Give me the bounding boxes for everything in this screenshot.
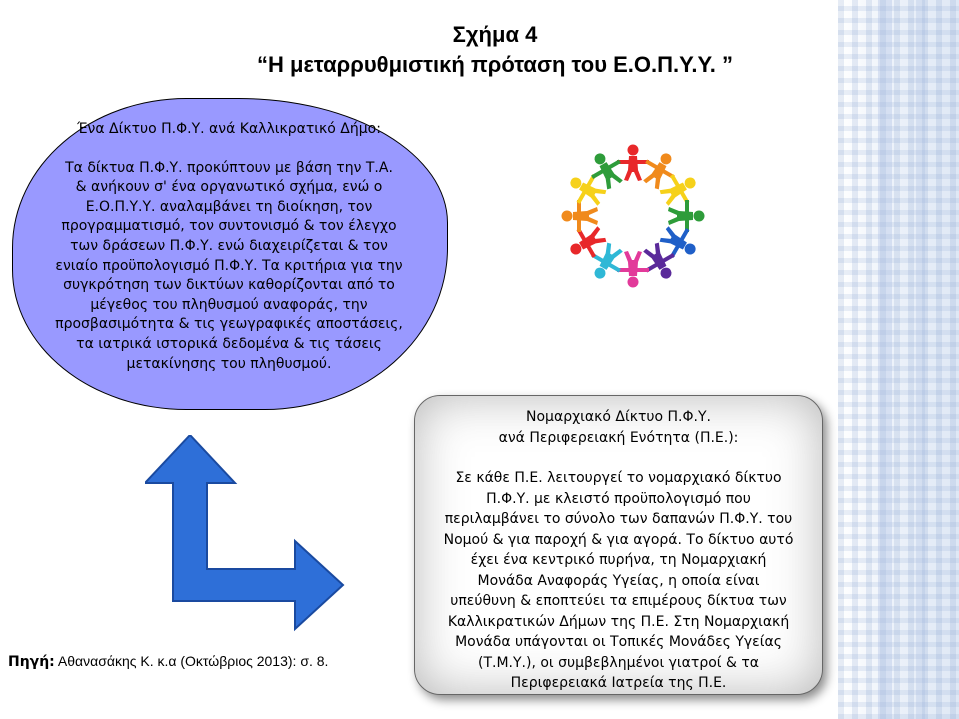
right-box-heading — [415, 407, 822, 448]
right-box-body — [415, 468, 822, 694]
left-box-line: προσβασιμότητα & τις γεωγραφικές αποστάσεις, — [55, 316, 403, 333]
left-box-line: προγραμματισμό, τον συντονισμό & τον έλεγχο — [61, 218, 397, 235]
slide-heading — [150, 20, 840, 80]
source-text: Αθανασάκης Κ. κ.α (Οκτώβριος 2013): σ. 8. — [54, 653, 329, 669]
right-box-line: Μονάδα Αναφοράς Υγείας, η οποία είναι — [477, 572, 760, 589]
left-box-line: Τα δίκτυα Π.Φ.Υ. προκύπτουν με βάση την Τ.Α. — [65, 159, 393, 176]
right-box-line: υπεύθυνη & εποπτεύει τα επιμέρους δίκτυα των — [450, 593, 787, 609]
left-box-line: συγκρότηση των δικτύων καθορίζονται από το — [63, 277, 395, 294]
right-box-subtitle: ανά Περιφερειακή Ενότητα (Π.Ε.): — [498, 429, 739, 446]
right-box-line: (Τ.Μ.Υ.), οι συμβεβλημένοι γιατροί & τα — [478, 654, 759, 671]
person-figure — [617, 251, 649, 288]
decorative-stripe — [878, 0, 892, 719]
person-figure — [562, 200, 599, 232]
source-citation — [8, 653, 328, 670]
right-box-line: Σε κάθε Π.Ε. λειτουργεί το νομαρχιακό δίκτυο — [455, 470, 782, 486]
person-figure — [668, 200, 705, 232]
people-ring — [562, 145, 705, 288]
left-box-line: ενιαίο προϋπολογισμό Π.Φ.Υ. Τα κριτήρια για την — [55, 257, 403, 274]
person-figure — [617, 145, 649, 182]
right-box-line: Μονάδα υπάγονται οι Τοπικές Μονάδες Υγείας — [455, 634, 782, 650]
right-box-line: Περιφερειακά Ιατρεία της Π.Ε. — [510, 675, 727, 691]
left-box-line: των δράσεων Π.Φ.Υ. ενώ διαχειρίζεται & τον — [70, 237, 388, 254]
decorative-stripe — [916, 0, 925, 719]
source-label: Πηγή: — [8, 654, 55, 670]
figure-number: Σχήμα 4 — [452, 22, 538, 47]
arrow-shape — [145, 435, 343, 629]
right-box-line: Καλλικρατικών Δήμων της Π.Ε. Στη Νομαρχιακή — [447, 613, 790, 630]
right-box-title: Νομαρχιακό Δίκτυο Π.Φ.Υ. — [526, 409, 711, 425]
figure-title: “Η μεταρρυθμιστική πρόταση του Ε.Ο.Π.Υ.Υ. ” — [257, 52, 733, 77]
left-box-line: μέγεθος του πληθυσμού αναφοράς, την — [90, 296, 368, 313]
left-box-line: & ανήκουν σ' ένα οργανωτικό σχήμα, ενώ ο — [75, 179, 383, 196]
decorative-side-pattern — [838, 0, 959, 719]
people-circle-icon — [548, 140, 718, 290]
right-box-line: Π.Φ.Υ. με κλειστό προϋπολογισμό που — [486, 490, 751, 507]
bidirectional-arrow-icon — [145, 435, 345, 635]
left-box-line: μετακίνησης του πληθυσμού. — [126, 355, 332, 372]
left-info-text — [12, 120, 446, 374]
left-box-title: Ένα Δίκτυο Π.Φ.Υ. ανά Καλλικρατικό Δήμο: — [77, 121, 381, 137]
left-box-line: τα ιατρικά ιστορικά δεδομένα & τις τάσεις — [76, 335, 382, 352]
right-info-box — [414, 395, 823, 695]
right-box-line: έχει ένα κεντρικό πυρήνα, τη Νομαρχιακή — [470, 552, 767, 568]
left-box-line: Ε.Ο.Π.Υ.Υ. αναλαμβάνει τη διοίκηση, τον — [85, 198, 373, 215]
left-box-body — [12, 159, 446, 375]
right-box-line: περιλαμβάνει το σύνολο των δαπανών Π.Φ.Υ. του — [444, 511, 793, 527]
right-box-line: Νομού & για παροχή & για αγορά. Το δίκτυο αυτό — [443, 531, 794, 548]
